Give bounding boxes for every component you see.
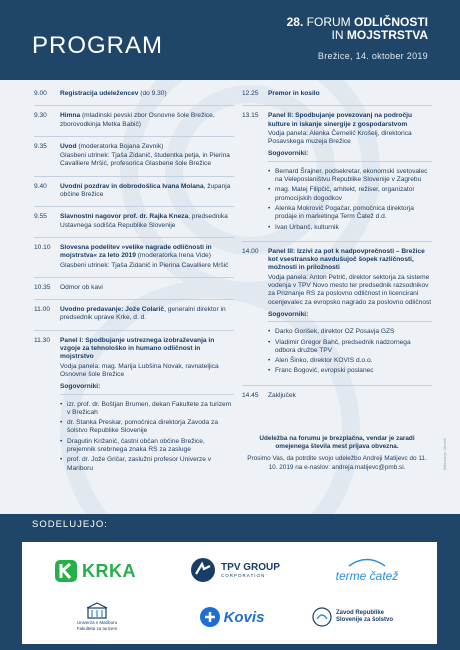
tpv-subtitle: CORPORATION <box>221 573 266 578</box>
schedule-time: 9.35 <box>34 142 47 150</box>
divider <box>60 394 234 395</box>
schedule-heading <box>60 284 234 292</box>
schedule-heading <box>60 112 234 129</box>
schedule-time: 9.40 <box>34 182 47 190</box>
note-line-2: Prosimo Vas, da potrdite svojo udeležbo Andreji Matijevc do 11. 10. 2019 na e-naslov: andreja.matijevc@pmb.si. <box>247 455 427 471</box>
schedule-heading-rest: , predsednika Ustavnega sodišča Republike Slovenije <box>60 213 228 229</box>
schedule-item <box>34 213 234 230</box>
zrss-name-line1: Zavod Republike <box>336 610 385 616</box>
page-title: PROGRAM <box>32 32 164 59</box>
schedule-heading <box>60 306 234 323</box>
schedule-heading <box>268 392 432 400</box>
krka-wordmark: KRKA <box>82 560 136 581</box>
schedule-body <box>60 183 234 200</box>
kovis-logo <box>184 602 279 632</box>
schedule-time: 11.00 <box>34 306 51 314</box>
schedule-time: 12.25 <box>242 90 259 97</box>
registration-note <box>242 435 432 472</box>
schedule-left-column <box>34 90 234 482</box>
schedule-heading-bold: Panel III: Izzivi za pot k nadpovprečnosti – Brežice kot vsestransko navdušujoč šopek različnosti, možnosti in priložnosti <box>268 247 425 272</box>
partners-footer <box>0 514 460 650</box>
schedule-time: 10.35 <box>34 283 51 291</box>
schedule-item <box>242 392 432 400</box>
speaker-item: • izr. prof. dr. Boštjan Brumen, dekan Fakultete za turizem v Brežicah <box>60 401 234 418</box>
speaker-item: • Alenka Mokrovič Pogačar, pomočnica direktorja prodaje in marketinga Term Čatež d.d. <box>268 205 432 222</box>
forum-word: FORUM <box>306 15 351 29</box>
design-credit: Oblikovanje: Slonček <box>443 438 447 470</box>
schedule-time: 9.30 <box>34 112 47 120</box>
schedule-heading-bold: Premor in kosilo <box>268 90 320 97</box>
schedule-body <box>60 306 234 323</box>
schedule-item <box>34 112 234 129</box>
forum-title <box>287 16 428 42</box>
schedule-heading <box>268 112 432 129</box>
speaker-item: • prof. dr. Jože Gričar, zaslužni profesor Univerze v Mariboru <box>60 456 234 473</box>
schedule-subtext: Glasbeni utrinek: Tjaša Zidanič in Pierina Cavalliere Mršić <box>60 261 229 269</box>
speakers-list <box>268 168 432 232</box>
speaker-item: • Ivan Urbanč, kulturnik <box>268 224 432 232</box>
speakers-label: Sogovorniki: <box>268 310 309 318</box>
terme-wave-icon <box>347 557 387 569</box>
krka-symbol-icon <box>54 559 78 583</box>
schedule-heading <box>60 143 234 151</box>
event-date: Brežice, 14. oktober 2019 <box>317 51 428 61</box>
item-divider <box>34 277 234 278</box>
krka-logo <box>40 556 150 586</box>
forum-odlicnosti: ODLIČNOSTI <box>354 15 428 29</box>
item-divider <box>242 241 432 242</box>
schedule-heading-rest: (mladinski pevski zbor Osnovne šole Brežice, zborovodkinja Metka Babič) <box>60 112 215 128</box>
schedule-heading <box>60 90 234 98</box>
item-divider <box>34 136 234 137</box>
speakers-list <box>60 401 234 473</box>
zrss-logo <box>312 600 427 634</box>
schedule-item <box>34 337 234 475</box>
schedule-item <box>34 183 234 200</box>
schedule-time: 9.00 <box>34 90 47 97</box>
schedule-item <box>34 143 234 169</box>
item-divider <box>34 330 234 331</box>
speaker-item: • Darko Gorišek, direktor OZ Posavja GZS <box>268 328 432 336</box>
schedule-subtext: Vodja panela: mag. Marija Lubšina Novak, ravnateljica Osnovne šole Brežice <box>60 362 219 378</box>
speaker-item: • Vladimir Gregor Bahč, predsednik nadzornega odbora družbe TPV <box>268 339 432 356</box>
schedule-heading-bold: Uvod <box>60 142 77 150</box>
item-divider <box>242 385 432 386</box>
schedule-body <box>268 392 432 400</box>
item-divider <box>34 237 234 238</box>
schedule-heading-rest: Odmor ob kavi <box>60 283 103 291</box>
schedule-item <box>34 306 234 323</box>
zrss-name-line2: Slovenije za šolstvo <box>336 617 394 623</box>
schedule-subtext: Glasbeni utrinek: Tjaša Zidanič, študentka petja, in Pierina Cavalliere Mršić, profesorica Glasbene šole Brežice <box>60 152 230 168</box>
schedule-heading-rest: Zaključek <box>268 391 296 399</box>
speaker-item: • Bernard Šrajner, podsekretar, ekonomski svetovalec na Veleposlaništvu Republike Slovenije v Zagrebu <box>268 168 432 185</box>
schedule-heading-bold: Slavnostni nagovor prof. dr. Rajka Kneza <box>60 213 189 221</box>
zrss-symbol-icon <box>312 607 332 627</box>
schedule-heading-bold: Himna <box>60 112 81 120</box>
schedule-item <box>242 90 432 98</box>
speaker-item: • Franc Bogovič, evropski poslanec <box>268 367 432 375</box>
schedule-time: 10.10 <box>34 243 51 251</box>
partner-logos <box>22 542 437 644</box>
schedule-body <box>268 248 432 378</box>
schedule-body <box>60 213 234 230</box>
speaker-item: • Dragutin Križanić, častni občan občine Brežice, prejemnik srebrnega znaka RS za zasluge <box>60 438 234 455</box>
schedule-heading-bold: Slovesna podelitev »velike nagrade odličnosti in mojstrstva« za leto 2019 <box>60 243 212 260</box>
schedule-heading-bold: Registracija udeležencev <box>60 90 139 97</box>
divider <box>268 161 432 162</box>
schedule-time: 13.15 <box>242 112 259 120</box>
schedule-heading <box>60 244 234 261</box>
schedule-right-column <box>242 90 432 407</box>
item-divider <box>34 206 234 207</box>
kovis-wordmark: Kovis <box>223 608 265 626</box>
forum-number: 28. <box>286 15 304 29</box>
schedule-body <box>60 244 234 270</box>
schedule-item <box>34 90 234 98</box>
schedule-heading-rest: , generalni direktor in predsednik uprave Krke, d. d. <box>60 306 226 322</box>
schedule-heading-bold: Panel I: Spodbujanje ustreznega izobraževanja in vzgoje za tehnološko in humano odličnost in mojstrstvo <box>60 336 215 361</box>
speakers-label: Sogovorniki: <box>268 150 309 158</box>
forum-mojstrstva: MOJSTRSTVA <box>346 28 428 42</box>
item-divider <box>34 105 234 106</box>
tpv-symbol-icon <box>190 557 216 583</box>
schedule-heading-rest: (do 9.30) <box>138 90 167 97</box>
schedule-time: 14.00 <box>242 247 259 255</box>
schedule-subtext: Vodja panela: Anton Petrič, direktor sektorja za sisteme vodenja v TPV Novo mesto ter predsednik razsodnikov za Priznanje RS za poslovno odličnost in licencirani ocenjevalec za evropsko nagrado za poslovno odličnost <box>268 273 432 306</box>
speaker-item: • dr. Stanka Preskar, pomočnica direktorja Zavoda za šolstvo Republike Slovenije <box>60 419 234 436</box>
schedule-body <box>60 90 234 98</box>
schedule-heading <box>60 183 234 200</box>
speakers-label: Sogovorniki: <box>60 383 101 391</box>
speaker-item: • Alen Šinko, direktor KOVIS d.o.o. <box>268 357 432 365</box>
tpv-wordmark: TPV GROUP <box>221 562 280 573</box>
schedule-time: 14.45 <box>242 391 259 399</box>
terme-catez-logo <box>317 552 417 588</box>
schedule-heading-bold: Uvodno predavanje: Jože Colarič <box>60 306 165 314</box>
schedule-time: 9.55 <box>34 213 47 221</box>
item-divider <box>34 176 234 177</box>
header-banner <box>0 0 460 80</box>
note-line-1: Udeležba na forumu je brezplačna, vendar je zaradi omejenega števila mest prijava obvezna. <box>259 435 415 451</box>
tpv-group-logo <box>180 554 290 586</box>
item-divider <box>34 299 234 300</box>
schedule-body <box>60 112 234 129</box>
schedule-heading-bold: Uvodni pozdrav in dobrodošlica Ivana Molana <box>60 182 204 190</box>
divider <box>268 321 432 322</box>
forum-in: IN <box>331 28 344 42</box>
schedule-item <box>242 248 432 378</box>
speakers-list <box>268 328 432 375</box>
university-name: Univerza v Mariboru <box>76 620 118 625</box>
schedule-body <box>60 284 234 292</box>
schedule-body <box>60 143 234 169</box>
university-maribor-logo <box>57 596 137 638</box>
schedule-item <box>34 284 234 292</box>
schedule-heading-rest: , županja občine Brežice <box>60 182 231 199</box>
schedule-heading-bold: Panel II: Spodbujanje povezovanj na področju kulture in iskanje sinergije z gospodarstvom <box>268 112 412 128</box>
terme-wordmark: terme čatež <box>335 569 399 583</box>
schedule-heading <box>60 213 234 230</box>
faculty-name: Fakulteta za turizem <box>76 626 118 631</box>
program-content <box>0 80 460 514</box>
kovis-symbol-icon <box>199 606 221 628</box>
item-divider <box>242 105 432 106</box>
schedule-body <box>60 337 234 475</box>
schedule-heading <box>268 90 432 98</box>
schedule-heading <box>60 337 234 362</box>
schedule-item <box>34 244 234 270</box>
university-building-icon <box>86 602 108 620</box>
schedule-heading-rest: (moderatorka Irena Vide) <box>135 252 211 260</box>
partners-label: SODELUJEJO: <box>32 519 108 530</box>
schedule-body <box>268 90 432 98</box>
schedule-item <box>242 112 432 234</box>
schedule-subtext: Vodja panela: Alenka Černelič Krošelj, direktorica Posavskega muzeja Brežice <box>268 129 412 146</box>
schedule-time: 11.30 <box>34 336 51 344</box>
speaker-item: • mag. Matej Filipčič, arhitekt, režiser, organizator promocijskih dogodkov <box>268 186 432 203</box>
schedule-heading <box>268 248 432 273</box>
schedule-heading-rest: (moderatorka Bojana Zevnik) <box>76 142 164 150</box>
schedule-body <box>268 112 432 234</box>
